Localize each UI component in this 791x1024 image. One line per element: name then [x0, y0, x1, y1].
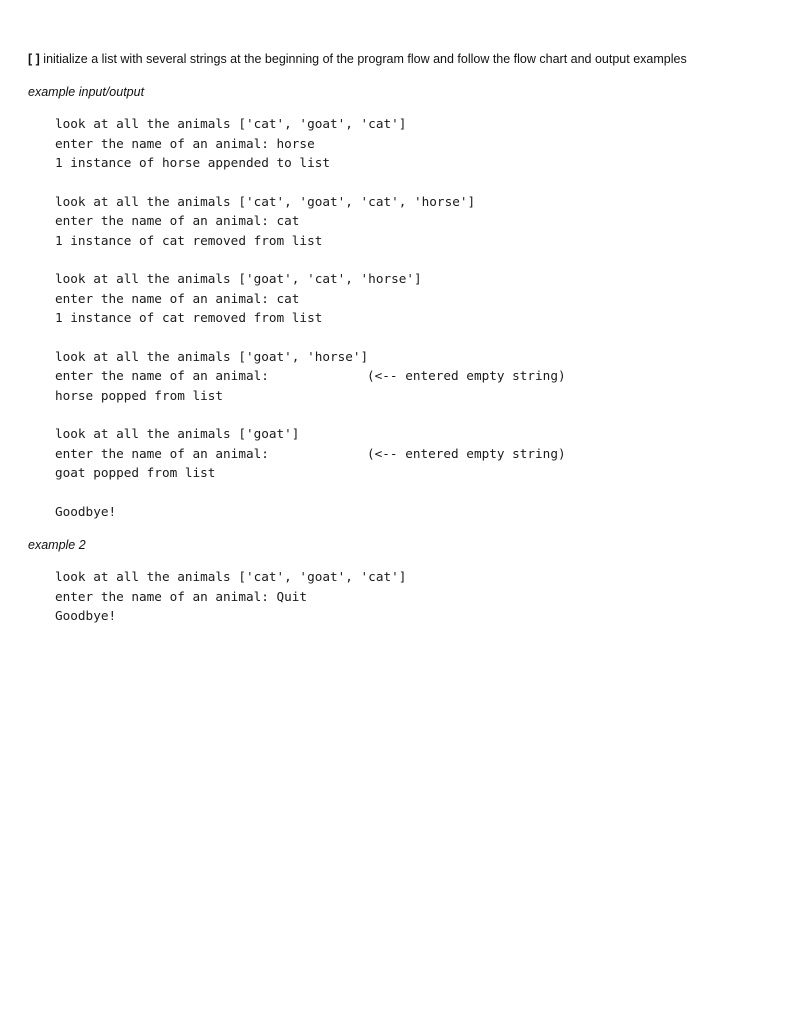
- annotation-note: (<-- entered empty string): [367, 368, 566, 383]
- look-line: look at all the animals ['cat', 'goat', 'cat', 'horse']: [55, 193, 476, 209]
- result-line: 1 instance of cat removed from list: [55, 310, 323, 325]
- look-line: look at all the animals ['goat', 'horse']: [55, 348, 369, 364]
- example1-heading: example input/output: [28, 85, 145, 99]
- look-line: look at all the animals ['goat']: [55, 426, 300, 441]
- look-line: look at all the animals ['cat', 'goat', 'cat']: [55, 116, 407, 131]
- result-line: horse popped from list: [55, 387, 224, 403]
- goodbye-line: Goodbye!: [55, 503, 117, 519]
- prompt-text: enter the name of an animal: cat: [55, 290, 300, 306]
- prompt-line: [55, 134, 475, 154]
- annotation-note: (<-- entered empty string): [367, 445, 566, 461]
- task-text: initialize a list with several strings at the beginning of the program flow and follow the flow chart and output examples: [43, 52, 687, 66]
- look-line: look at all the animals ['goat', 'cat', 'horse']: [55, 271, 422, 286]
- checkbox-marker: [ ]: [28, 52, 40, 66]
- look-line: look at all the animals ['cat', 'goat', 'cat']: [55, 569, 407, 584]
- prompt-line: [55, 366, 566, 386]
- example1-output: [55, 114, 566, 521]
- result-line: goat popped from list: [55, 465, 216, 480]
- prompt-text: enter the name of an animal: horse: [55, 135, 315, 151]
- prompt-text: enter the name of an animal: cat: [55, 213, 300, 228]
- example2-heading: example 2: [28, 538, 86, 552]
- prompt-line: [55, 289, 475, 309]
- result-line: 1 instance of horse appended to list: [55, 155, 330, 170]
- prompt-line: enter the name of an animal: Quit: [55, 588, 308, 604]
- prompt-text: enter the name of an animal:: [55, 445, 269, 461]
- task-item: [28, 51, 687, 67]
- prompt-line: [55, 211, 475, 231]
- example2-output: [55, 567, 406, 626]
- prompt-line: [55, 444, 566, 464]
- goodbye-line: Goodbye!: [55, 608, 117, 623]
- prompt-text: enter the name of an animal:: [55, 368, 269, 383]
- result-line: 1 instance of cat removed from list: [55, 232, 323, 248]
